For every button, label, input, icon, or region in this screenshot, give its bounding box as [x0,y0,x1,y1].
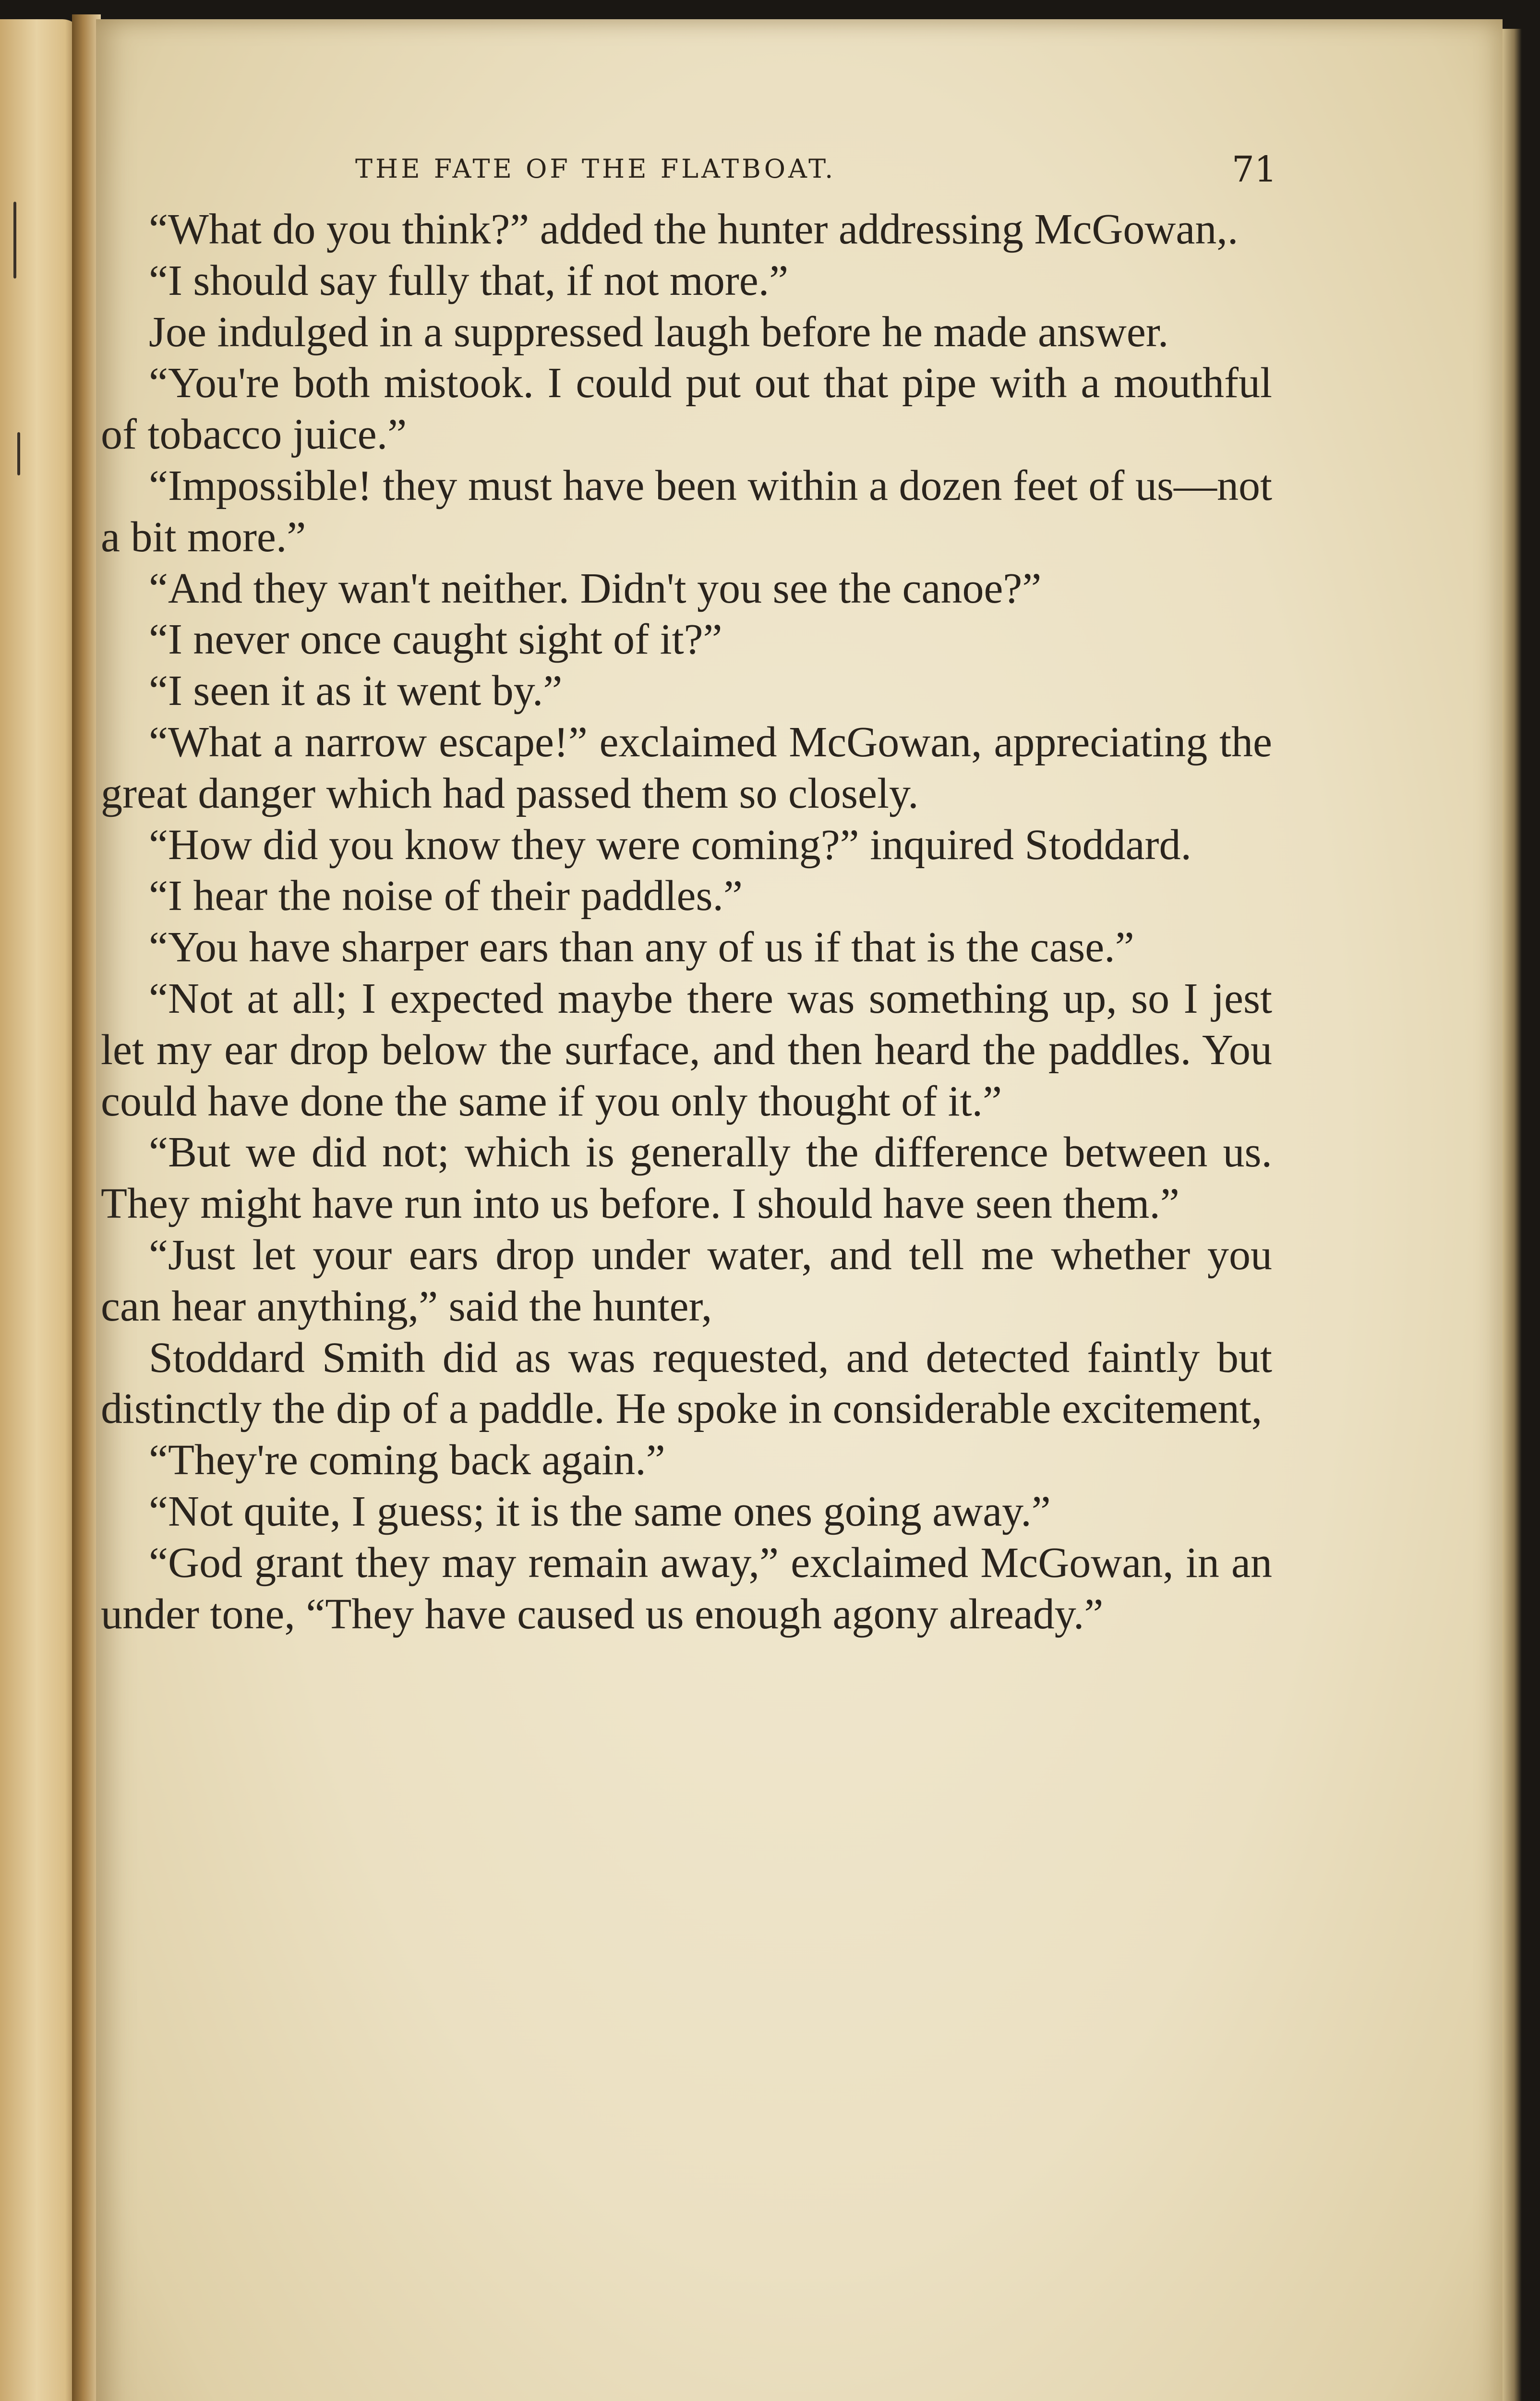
paragraph: “And they wan't neither. Didn't you see the canoe?” [149,564,1042,612]
paragraph: “God grant they may remain away,” exclaimed McGowan, in an under tone, “They have caused us enough agony already.” [101,1539,1272,1638]
facing-page-edge [0,19,82,2401]
paragraph: “They're coming back again.” [149,1436,665,1484]
running-head [259,149,1277,192]
paragraph: “What a narrow escape!” exclaimed McGowan, appreciating the great danger which had passed them so closely. [101,718,1272,817]
paragraph: “Impossible! they must have been within a dozen feet of us—not a bit more.” [101,461,1272,561]
page-right-edge [1503,29,1522,2401]
paragraph: “How did you know they were coming?” inquired Stoddard. [149,821,1191,869]
running-head-title: THE FATE OF THE FLATBOAT. [355,154,836,184]
paragraph: “I should say fully that, if not more.” [149,256,789,304]
paragraph: “You're both mistook. I could put out that pipe with a mouthful of tobacco juice.” [101,359,1272,459]
paragraph: Joe indulged in a suppressed laugh before he made answer. [149,308,1169,356]
margin-pencil-mark [17,432,20,475]
paragraph: “But we did not; which is generally the difference between us. They might have run into us before. I should have seen them.” [101,1128,1272,1228]
paragraph: “Not quite, I guess; it is the same ones going away.” [149,1487,1051,1535]
paragraph: “I seen it as it went by.” [149,667,563,715]
paragraph: “Not at all; I expected maybe there was something up, so I jest let my ear drop below the surface, and then heard the paddles. You could have done the same if you only thought of it.” [101,974,1272,1125]
paragraph: “What do you think?” added the hunter addressing McGowan,. [149,206,1239,253]
paragraph: Stoddard Smith did as was requested, and detected faintly but distinctly the dip of a paddle. He spoke in considerable excitement, [101,1334,1272,1433]
paragraph: “Just let your ears drop under water, and tell me whether you can hear anything,” said the hunter, [101,1231,1272,1330]
paragraph: “I hear the noise of their paddles.” [149,872,743,920]
page-number: 71 [1231,149,1277,190]
body-text [101,204,1272,1640]
margin-pencil-mark [13,202,16,279]
paragraph: “I never once caught sight of it?” [149,616,722,664]
paragraph: “You have sharper ears than any of us if that is the case.” [149,923,1134,971]
